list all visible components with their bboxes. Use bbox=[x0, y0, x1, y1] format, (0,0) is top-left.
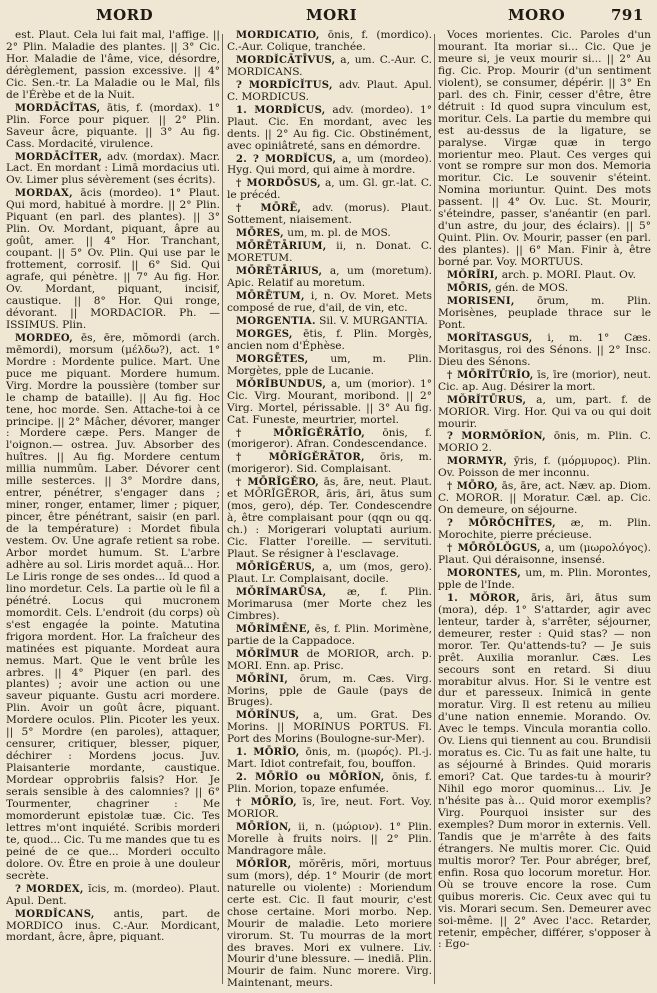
dictionary-entry bbox=[438, 431, 651, 455]
dictionary-entry bbox=[438, 481, 651, 517]
entry-headword: MŎRĬMARŪSA, bbox=[236, 586, 327, 598]
entry-headword: † MORDŌSUS, bbox=[236, 178, 321, 190]
dictionary-entry bbox=[227, 241, 432, 265]
entry-definition: ōnis, f. Plin. Morion, topaze enfumée. bbox=[227, 771, 432, 796]
entry-definition: adv. Plaut. Apul. C. MORDICUS. bbox=[227, 78, 432, 103]
entry-definition: a, um (mos, gero). Plaut. Lr. Complaisant, docile. bbox=[227, 560, 432, 585]
entry-headword: MŌRĒTĀRIUM, bbox=[236, 241, 327, 253]
entry-definition: ās, āre, neut. Plaut. et MŌRĬGĔROR, āris, āri, ātus sum (mos, gero), dép. Ter. Condescendre à, être complaisant pour (qqn ou qq. ch.) : Morigerari voluptati aurium. Cic. Flatter l'oreille. — servituti. Plaut. Se résigner à l'esclavage. bbox=[227, 476, 432, 561]
dictionary-entry bbox=[438, 283, 651, 295]
dictionary-column-3 bbox=[438, 30, 651, 988]
dictionary-entry bbox=[227, 624, 432, 648]
column-divider bbox=[434, 34, 435, 984]
entry-definition: a, um (μωρολόγος). Plaut. Qui déraisonne, insensé. bbox=[438, 542, 651, 566]
dictionary-entry bbox=[227, 55, 432, 79]
entry-definition: æ, f. Plin. Morimarusa (mer Morte chez les Cimbres). bbox=[227, 585, 432, 622]
entry-headword: MORGES, bbox=[236, 328, 293, 340]
entry-definition: adv. (mordeo). 1° Plaut. Cic. En mordant, avec les dents. || 2° Au fig. Cic. Obstinément, avec opiniâtreté, sans en démordre. bbox=[227, 103, 432, 152]
dictionary-entry bbox=[438, 543, 651, 567]
page-number: 791 bbox=[611, 6, 644, 24]
entry-headword: MORGENTIA. bbox=[236, 315, 316, 327]
entry-definition: ōnis, m. (μωρός). Pl.-j. Mart. Idiot contrefait, fou, bouffon. bbox=[227, 746, 432, 771]
dictionary-entry bbox=[227, 203, 432, 227]
entry-definition: ātis, f. (mordax). 1° Plin. Force pour piquer. || 2° Plin. Saveur âcre, piquante. || 3° Au fig. Cass. Mordacité, virulence. bbox=[6, 101, 220, 150]
dictionary-entry bbox=[438, 518, 651, 542]
column-divider bbox=[222, 34, 223, 984]
dictionary-entry bbox=[227, 316, 432, 328]
entry-definition: ēs, ēre, mŏmordi (arch. mēmordi), morsum (μέλδω?), act. 1° Mordre : Mordente pulice. Mart. Une puce me piquant. Mordere humum. Virg. Mordre la poussière (tomber sur le champ de bataille). || Au fig. Hoc tene, hoc morde. Sen. Attache-toi à ce principe. || 2° Mâcher, dévorer, manger : Mordere cæpe. Pers. Manger de l'oignon.— ostrea. Juv. Absorber des huîtres. || Au fig. Mordere centum millia nummûm. Laber. Dévorer cent mille sesterces. || 3° Mordre dans, entrer, pénétrer, s'engager dans ; miner, ronger, entamer, limer ; piquer, pincer, être pénétrant, saisir (en parl. de la température) : Mordet fibula vestem. Ov. Une agrafe retient sa robe. Arbor mordet humum. St. L'arbre adhère au sol. Liris mordet aquā... Hor. Le Liris ronge de ses ondes... Id quod a lino mordetur. Cels. La partie où le fil a pénétré. Locus qui mucronem momordit. Cels. L'endroit (du corps) où s'est engagée la pointe. Matutina frigora mordent. Hor. La fraîcheur des matinées est piquante. Mordeat aura nemus. Mart. Que le vent brûle les arbres. || 4° Piquer (en parl. des plantes) ; avoir une action ou une saveur piquante. Gustu acri mordere. Plin. Avoir un goût âcre, piquant. Mordere oculos. Plin. Picoter les yeux. || 5° Mordre (en paroles), attaquer, censurer, critiquer, blesser, piquer, déchirer : Mordens jocus. Juv. Plaisanterie mordante, caustique. Mordear opprobriis falsis? Hor. Je serais sensible à des calomnies? || 6° Tourmenter, chagriner : Me momorderunt epistolæ tuæ. Cic. Tes lettres m'ont inquiété. Scribis morderi te, quod... Cic. Tu me mandes que tu es peiné de ce que... Morderi occulto dolore. Ov. Être en proie à une douleur secrète. bbox=[6, 331, 220, 882]
entry-headword: † MŌRŎLŎGUS, bbox=[447, 543, 541, 555]
right-running-headword: MORO bbox=[508, 6, 566, 24]
middle-running-headword: MORI bbox=[306, 6, 358, 24]
entry-headword: MŎRĬRI, bbox=[447, 270, 499, 282]
entry-headword: MORDĬCĀTĪVUS, bbox=[236, 54, 336, 66]
entry-definition: ȳris, f. (μόρμυρος). Plin. Ov. Poisson de mer inconnu. bbox=[438, 455, 651, 480]
entry-headword: † MŌRĬGĔRO, bbox=[236, 477, 320, 489]
entry-definition: de MORIOR, arch. p. MORI. Enn. ap. Prisc. bbox=[227, 647, 432, 672]
entry-definition: āris, āri, ātus sum (mora), dép. 1° S'attarder, agir avec lenteur, tarder à, s'arrêter, séjourner, demeurer, rester : Quid stas? — non moror. Ter. Qu'attends-tu? — Je suis prêt. Auxilia moranlur. Cæs. Les secours sont en retard. Si diuu morabitur alvus. Hor. Si le ventre est dur et paresseux. Inimicā in gente moratur. Virg. Il est retenu au milieu d'une nation ennemie. Morando. Ov. Avec le temps. Vincula morantia collo. Ov. Liens qui tiennent au cou. Brundisii moratus es. Cic. Tu as fait une halte, tu as séjourné à Brindes. Quid moraris emori? Cat. Que tardes-tu à mourir? Nihil ego moror quominus... Liv. Je n'hésite pas à... Quid moror exemplis? Virg. Pourquoi insister sur des exemples? Dum moror in externis. Vell. Tandis que je m'arrête à des faits étrangers. Ne multis morer. Cic. Quid multis moror? Ter. Pour abréger, bref, enfin. Rosa quo locorum moretur. Hor. Où se trouve encore la rose. Cum quibus moreris. Cic. Ceux avec qui tu vis. Morari secum. Sen. Demeurer avec soi-même. || 2° Avec l'acc. Retarder, retenir, empêcher, différer, s'opposer à : Ego- bbox=[438, 591, 651, 951]
dictionary-entry bbox=[227, 822, 432, 858]
dictionary-entry bbox=[227, 649, 432, 673]
entry-headword: MORONTES, bbox=[447, 567, 522, 579]
entry-headword: MORĬTASGUS, bbox=[447, 332, 533, 344]
entry-headword: MŌRĬGĔRUS, bbox=[236, 561, 316, 573]
entry-definition: um, m. Plin. Morontes, pple de l'Inde. bbox=[438, 566, 651, 591]
entry-definition: ōnis, f. (mordico). C.-Aur. Colique, tranchée. bbox=[227, 30, 432, 53]
entry-definition: ōnis, m. Plin. C. MORIO 2. bbox=[438, 430, 651, 455]
dictionary-entry bbox=[227, 772, 432, 796]
entry-headword: † MŌRĬO, bbox=[236, 797, 297, 809]
entry-headword: MŎRĬTŪRUS, bbox=[447, 394, 527, 406]
entry-definition: a, um. Gl. gr.-lat. C. le précéd. bbox=[227, 177, 432, 202]
dictionary-entry bbox=[227, 859, 432, 988]
dictionary-entry bbox=[227, 105, 432, 153]
entry-headword: MORDĀCĬTER, bbox=[15, 151, 103, 163]
entry-definition: gén. de MOS. bbox=[495, 282, 569, 295]
dictionary-entry bbox=[227, 329, 432, 353]
entry-headword: † MŌRO, bbox=[447, 481, 498, 493]
dictionary-entry bbox=[6, 188, 220, 331]
entry-definition: um, m. pl. de MOS. bbox=[287, 227, 391, 240]
entry-headword: † MŌRĬGĔRĀTĬO, bbox=[236, 427, 366, 439]
entry-headword: MORDĀCĬTAS, bbox=[15, 102, 101, 114]
entry-headword: MŎRĬMUR bbox=[236, 648, 299, 660]
dictionary-entry bbox=[438, 370, 651, 394]
entry-headword: MŎRĬMĒNE, bbox=[236, 623, 311, 635]
dictionary-entry bbox=[438, 296, 651, 332]
entry-headword: 1. MŎROR, bbox=[447, 592, 520, 604]
dictionary-entry bbox=[227, 178, 432, 202]
dictionary-entry bbox=[227, 674, 432, 710]
entry-headword: MORMYR, bbox=[447, 456, 508, 468]
entry-definition: adv. (morus). Plaut. Sottement, niaisement. bbox=[227, 202, 432, 227]
dictionary-entry bbox=[227, 562, 432, 586]
dictionary-entry bbox=[438, 593, 651, 952]
dictionary-entry bbox=[227, 747, 432, 771]
entry-definition: mŏrĕris, mŏri, mortuus sum (mors), dép. 1° Mourir (de mort naturelle ou violente) : Moriendum certe est. Cic. Il faut mourir, c'est chose certaine. Mori morbo. Nep. Mourir de maladie. Leto moriere virorum. St. Tu mourras de la mort des braves. Mori ex vulnere. Liv. Mourir d'une blessure. — inediā. Plin. Mourir de faim. Nunc morere. Virg. Maintenant, meurs. bbox=[227, 857, 432, 988]
dictionary-entry bbox=[227, 428, 432, 452]
dictionary-entry bbox=[227, 587, 432, 623]
entry-definition: ōnis, f. (morigeror). Afran. Condescendance. bbox=[227, 426, 432, 451]
dictionary-column-1 bbox=[6, 30, 220, 988]
dictionary-entry bbox=[438, 395, 651, 431]
entry-headword: MORISENI, bbox=[447, 295, 515, 307]
dictionary-entry bbox=[438, 270, 651, 282]
entry-definition: ācis (mordeo). 1° Plaut. Qui mord, habitué à mordre. || 2° Plin. Piquant (en parl. des plantes). || 3° Plin. Ov. Mordant, piquant, âpre au goût, amer. || 4° Hor. Tranchant, coupant. || 5° Ov. Plin. Qui use par le frottement, corrosif. || 6° Sid. Qui agrafe, qui pénètre. || 7° Au fig. Hor. Ov. Mordant, piquant, incisif, caustique. || 8° Hor. Qui ronge, dévorant. || MORDACIOR. Ph. — ISSIMUS. Plin. bbox=[6, 187, 220, 331]
dictionary-entry bbox=[227, 154, 432, 178]
dictionary-entry bbox=[6, 333, 220, 883]
entry-headword: MŎRĬBUNDUS, bbox=[236, 378, 327, 390]
dictionary-entry bbox=[227, 477, 432, 561]
dictionary-entry bbox=[438, 333, 651, 369]
entry-definition: ēs, f. Plin. Morimène, partie de la Cappadoce. bbox=[227, 622, 432, 647]
entry-definition: a, um (mordeo). Hyg. Qui mord, qui aime à mordre. bbox=[227, 152, 432, 177]
dictionary-entry bbox=[227, 452, 432, 476]
dictionary-entry bbox=[6, 884, 220, 908]
entry-definition: ētis, f. Plin. Morgès, ancien nom d'Éphèse. bbox=[227, 327, 432, 352]
dictionary-entry bbox=[6, 103, 220, 151]
entry-headword: MŌRES, bbox=[236, 228, 284, 240]
entry-headword: MORDĬCANS, bbox=[15, 908, 95, 920]
entry-definition: est. Plaut. Cela lui fait mal, l'affige. || 2° Plin. Maladie des plantes. || 3° Cic. Hor. Maladie de l'âme, vice, désordre, dérèglement, passion excessive. || 4° Cic. Sen.-tr. La Maladie ou le Mal, fils de l'Érèbe et de la Nuit. bbox=[6, 30, 220, 101]
entry-headword: † MŌRĒ, bbox=[236, 203, 302, 215]
entry-definition: i, m. 1° Cæs. Moritasgus, roi des Sénons. || 2° Insc. Dieu des Sénons. bbox=[438, 331, 651, 368]
dictionary-entry bbox=[227, 30, 432, 54]
entry-definition: ii, n. Donat. C. MORETUM. bbox=[227, 240, 432, 265]
entry-definition: a, um, part. f. de MORIOR. Virg. Hor. Qui va ou qui doit mourir. bbox=[438, 393, 651, 430]
entry-headword: MŌRIS, bbox=[447, 283, 492, 295]
entry-definition: adv. (mordax). Macr. Lact. En mordant : Limā mordacius uti. Ov. Limer plus sévèrement (ses écrits). bbox=[6, 150, 220, 187]
dictionary-entry bbox=[227, 228, 432, 240]
dictionary-entry bbox=[438, 456, 651, 480]
dictionary-entry bbox=[6, 30, 220, 102]
left-running-headword: MORD bbox=[96, 6, 154, 24]
entry-definition: i, n. Ov. Moret. Mets composé de rue, d'ail, de vin, etc. bbox=[227, 290, 432, 314]
dictionary-entry bbox=[438, 568, 651, 592]
dictionary-entry bbox=[227, 379, 432, 427]
entry-headword: MŌRĬON, bbox=[236, 822, 292, 833]
entry-headword: MŎRĬOR, bbox=[236, 858, 292, 870]
entry-headword: 1. MORDĬCUS, bbox=[236, 104, 326, 116]
entry-definition: a, um. C.-Aur. C. MORDICANS. bbox=[227, 53, 432, 78]
dictionary-entry bbox=[438, 30, 651, 269]
entry-headword: MORDĬCĀTĬO, bbox=[236, 30, 320, 41]
entry-headword: MORGĒTES, bbox=[236, 353, 309, 365]
entry-definition: ōris, m. (morigeror). Sid. Complaisant. bbox=[227, 451, 432, 476]
entry-definition: īs, īre (morior), neut. Cic. ap. Aug. Désirer la mort. bbox=[438, 368, 651, 393]
entry-headword: 2. ? MORDĬCUS, bbox=[236, 153, 337, 165]
entry-definition: a, um (morior). 1° Cic. Virg. Mourant, moribond. || 2° Virg. Mortel, périssable. || 3° Au fig. Cat. Funeste, meurtrier, mortel. bbox=[227, 377, 432, 426]
entry-definition: um, m. Plin. Morgètes, pple de Lucanie. bbox=[227, 352, 432, 377]
entry-headword: 2. MŌRĬO ou MŌRĬON, bbox=[236, 772, 385, 784]
entry-definition: ōrum, m. Cæs. Virg. Morins, pple de Gaule (pays de Bruges). bbox=[227, 672, 432, 709]
entry-definition: arch. p. MORI. Plaut. Ov. bbox=[501, 269, 636, 282]
entry-headword: ? MORDEX, bbox=[15, 883, 84, 895]
entry-definition: īs, īre, neut. Fort. Voy. MORIOR. bbox=[227, 796, 432, 821]
dictionary-entry bbox=[6, 909, 220, 945]
dictionary-entry bbox=[6, 152, 220, 188]
entry-definition: antis, part. de MORDICO inus. C.-Aur. Mordicant, mordant, âcre, âpre, piquant. bbox=[6, 907, 220, 944]
entry-headword: † MŌRĬTŪRĬO, bbox=[447, 369, 534, 381]
page-header bbox=[0, 6, 657, 30]
entry-headword: MŌRĒTĀRIUS, bbox=[236, 266, 323, 278]
dictionary-entry bbox=[227, 291, 432, 315]
entry-definition: ās, āre, act. Næv. ap. Diom. C. MOROR. || Moratur. Cæl. ap. Cic. On demeure, on séjourne. bbox=[438, 480, 651, 517]
entry-headword: MŎRĬNI, bbox=[236, 673, 289, 685]
dictionary-entry bbox=[227, 354, 432, 378]
entry-headword: 1. MŌRĬO, bbox=[236, 747, 300, 759]
dictionary-entry bbox=[227, 797, 432, 821]
entry-headword: ? MORDĬCĬTUS, bbox=[236, 79, 333, 91]
entry-definition: Voces morientes. Cic. Paroles d'un mourant. Ita moriar si... Cic. Que je meure si, je veux mourir si... || 2° Au fig. Cic. Prop. Mourir (d'un sentiment violent), se consumer, dépérir. || 3° En parl. des ch. Finir, cesser d'être, être détruit : Id quod supra vinculum est, moritur. Cels. La partie du membre qui est au-dessus de la ligature, se paralyse. Virgæ quæ in tergo morientur meo. Plaut. Ces verges qui vont se rompre sur mon dos. Memoria moritur. Cic. Le souvenir s'éteint. Nomina moriuntur. Quint. Des mots passent. || 4° Ov. Luc. St. Mourir, s'éteindre, passer, s'anéantir (en parl. d'un astre, du jour, des éclairs). || 5° Quint. Plin. Ov. Mourir, passer (en parl. des plantes). || 6° Man. Finir à, être borné par. Voy. MORTUUS. bbox=[438, 30, 651, 269]
dictionary-entry bbox=[227, 80, 432, 104]
entry-headword: ? MORMŎRĬON, bbox=[447, 431, 546, 443]
entry-headword: MŌRĒTUM, bbox=[236, 291, 305, 303]
entry-headword: MORDAX, bbox=[15, 188, 73, 200]
entry-headword: ? MŌRŎCHĪTES, bbox=[447, 518, 556, 530]
entry-headword: MŎRĬNUS, bbox=[236, 710, 300, 722]
dictionary-column-2 bbox=[227, 30, 432, 988]
dictionary-entry bbox=[227, 710, 432, 746]
entry-headword: † MŌRĬGĔRĀTOR, bbox=[236, 452, 365, 464]
entry-definition: a, um. Grat. Des Morins. || MORINUS PORTUS. Fl. Port des Morins (Boulogne-sur-Mer). bbox=[227, 709, 432, 746]
entry-definition: Sil. V. MURGANTIA. bbox=[319, 314, 428, 327]
entry-definition: ii, n. (μώριον). 1° Plin. Morelle à fruits noirs. || 2° Plin. Mandragore mâle. bbox=[227, 821, 432, 857]
entry-definition: æ, m. Plin. Morochite, pierre précieuse. bbox=[438, 517, 651, 542]
entry-definition: ōrum, m. Plin. Morisènes, peuplade thrace sur le Pont. bbox=[438, 294, 651, 331]
dictionary-entry bbox=[227, 266, 432, 290]
entry-definition: a, um (moretum). Apic. Relatif au moretum. bbox=[227, 265, 432, 290]
entry-headword: MORDEO, bbox=[15, 332, 74, 344]
entry-definition: ĭcis, m. (mordeo). Plaut. Apul. Dent. bbox=[6, 882, 220, 907]
